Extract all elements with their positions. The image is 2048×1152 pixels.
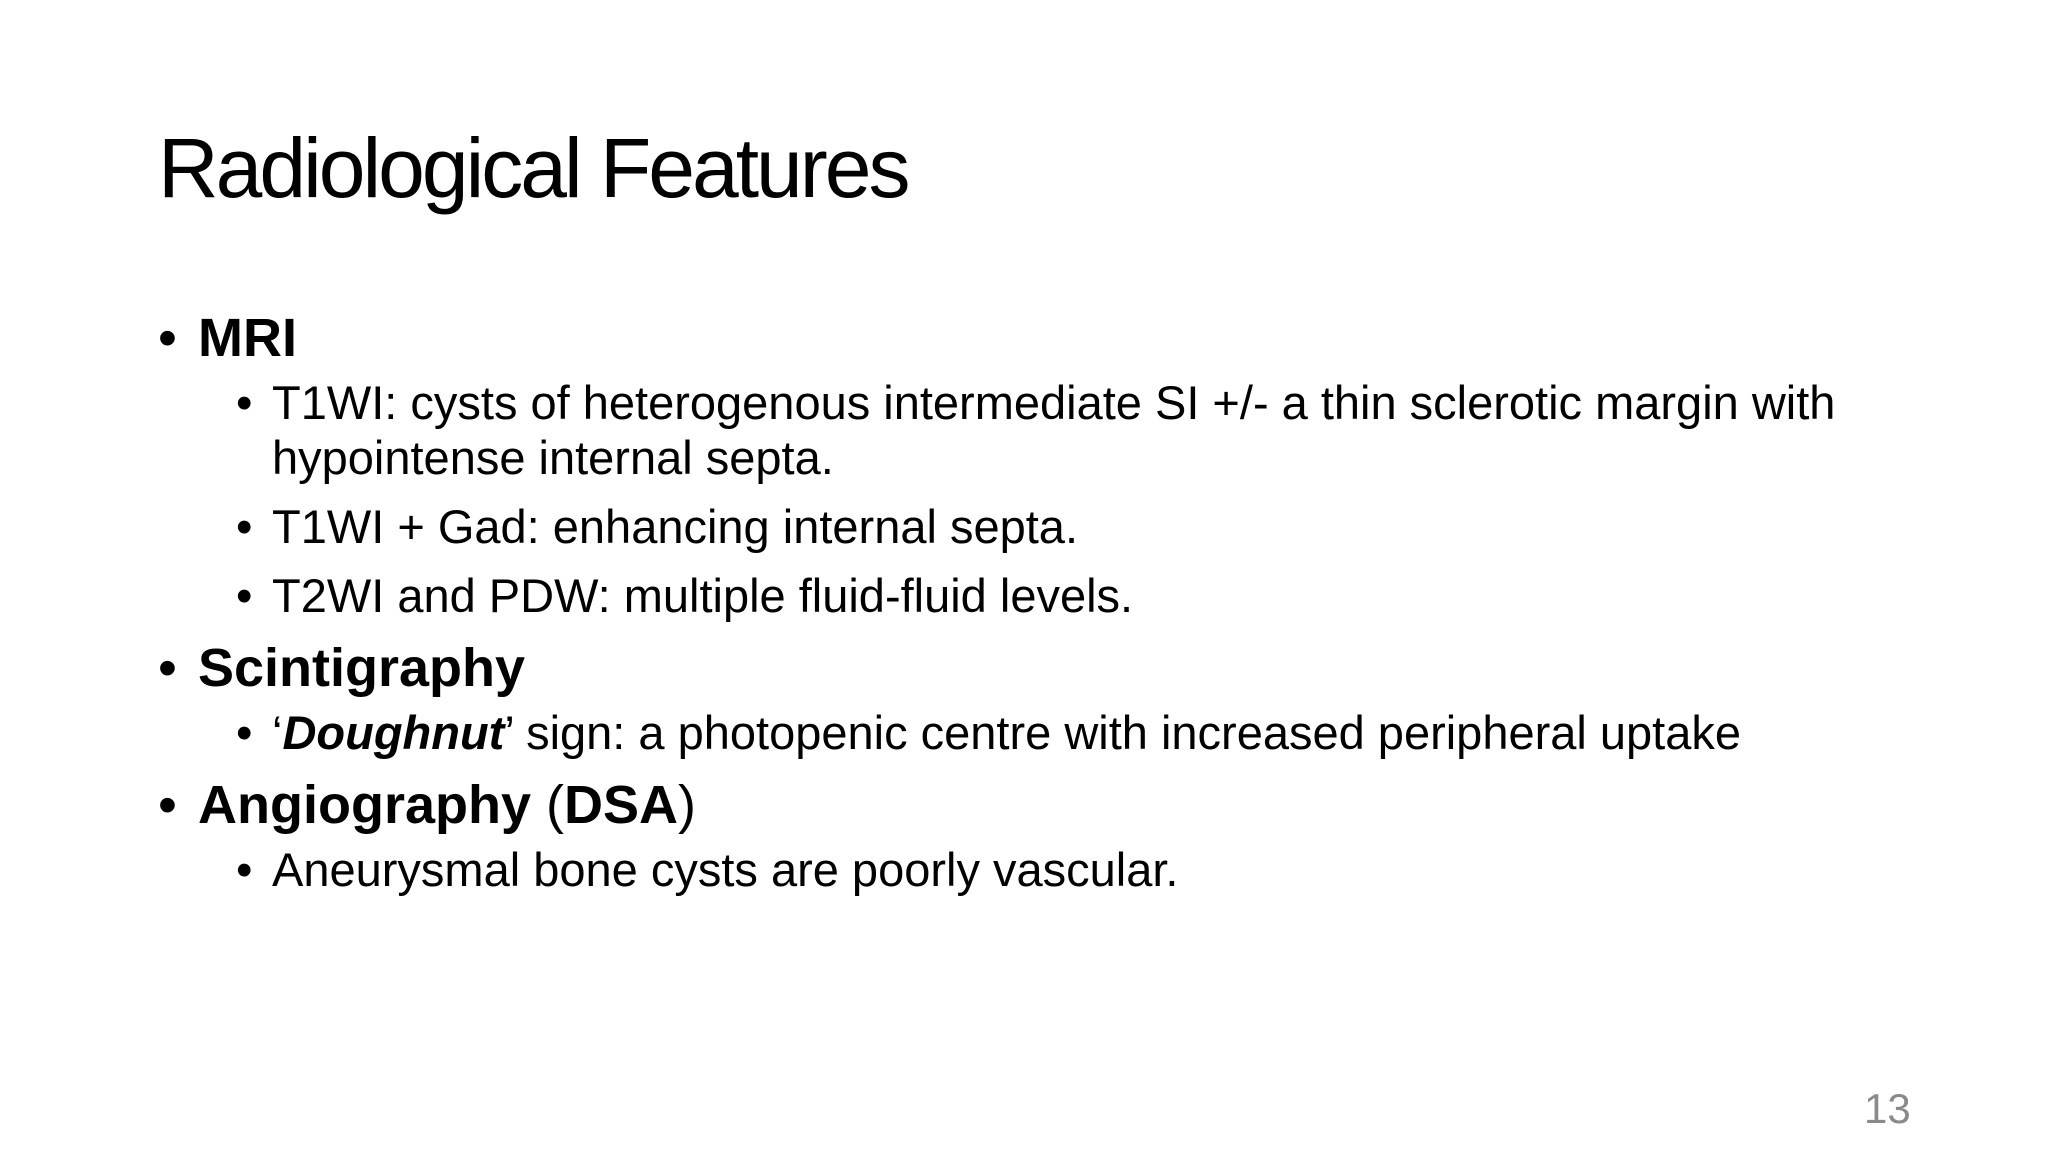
bullet-icon: •: [158, 638, 177, 698]
list-item-text: T1WI + Gad: enhancing internal septa.: [272, 500, 1078, 553]
list-item: [236, 568, 1918, 623]
bullet-icon: •: [158, 308, 177, 368]
paren-close: ): [678, 775, 696, 835]
section-heading-scintigraphy: Scintigraphy: [198, 638, 526, 698]
bullet-icon: •: [236, 500, 253, 553]
list-item: [236, 842, 1918, 897]
list-item-rest: sign: a photopenic centre with increased peripheral uptake: [513, 706, 1742, 759]
list-item-text: [272, 706, 1741, 759]
section-heading-mri: MRI: [198, 308, 297, 368]
bullet-icon: •: [236, 376, 253, 429]
slide-title: Radiological Features: [158, 121, 908, 215]
slide-body: [158, 305, 1918, 897]
abbr-dsa: DSA: [564, 775, 679, 835]
bullet-icon: •: [158, 775, 177, 835]
list-item: [236, 375, 1918, 485]
list-item: [236, 499, 1918, 554]
list-item-text: T1WI: cysts of heterogenous intermediate SI +/- a thin sclerotic margin with hypointense internal septa.: [272, 376, 1836, 484]
list-item-text: T2WI and PDW: multiple fluid-fluid levels.: [272, 569, 1134, 622]
section-heading-angiography: Angiography: [198, 775, 531, 835]
list-item-text: Aneurysmal bone cysts are poorly vascular.: [272, 843, 1179, 896]
quote-open: ‘: [272, 706, 283, 759]
section-scintigraphy: [158, 635, 1918, 701]
paren-open: (: [531, 775, 564, 835]
doughnut-term: Doughnut: [282, 706, 505, 759]
section-angiography: [158, 772, 1918, 838]
section-mri: [158, 305, 1918, 371]
quote-close: ’: [504, 706, 514, 759]
bullet-icon: •: [236, 569, 253, 622]
bullet-icon: •: [236, 706, 253, 759]
page-number: 13: [1864, 1085, 1911, 1132]
list-item: [236, 705, 1918, 760]
bullet-icon: •: [236, 843, 253, 896]
